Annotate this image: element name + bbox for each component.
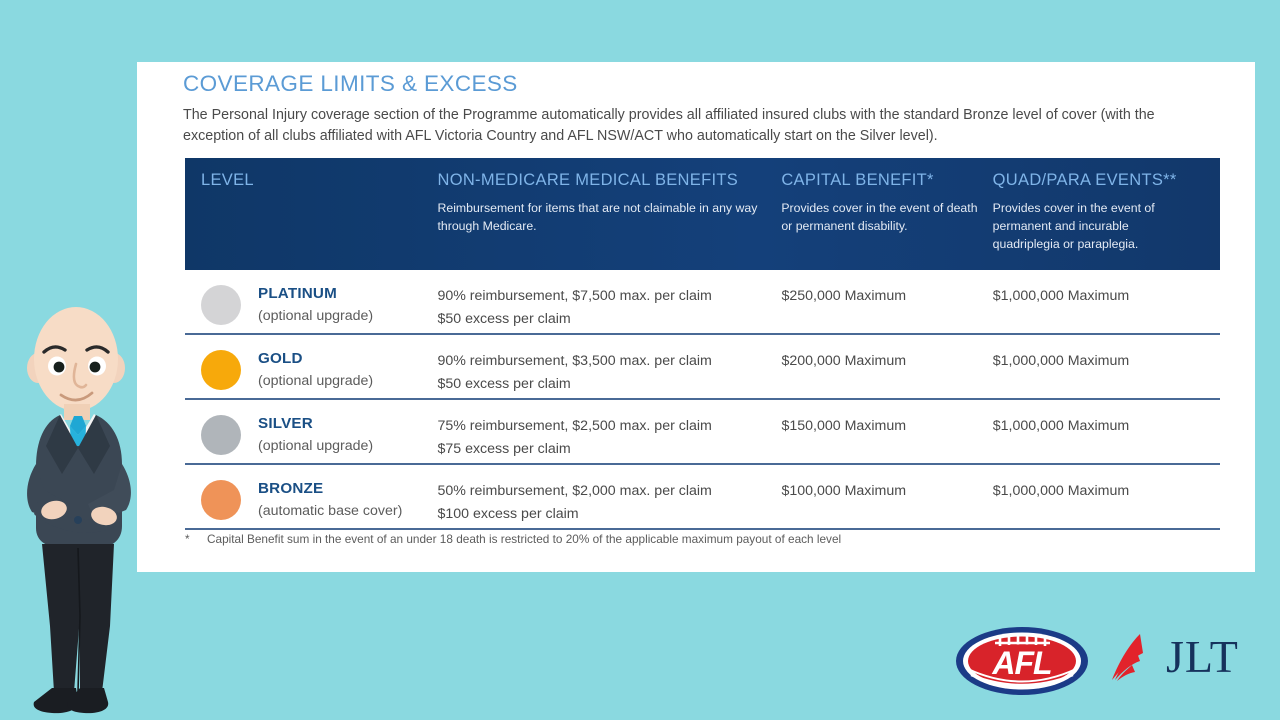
- level-cell: [201, 284, 437, 327]
- level-color-dot: [201, 480, 241, 520]
- presenter-character-illustration: [8, 296, 148, 720]
- column-header-level-title: LEVEL: [201, 171, 254, 189]
- medical-line-1: 75% reimbursement, $2,500 max. per claim: [437, 418, 712, 434]
- content-card: [137, 62, 1255, 572]
- table-row: [185, 465, 1220, 530]
- level-name: BRONZE: [258, 480, 324, 497]
- level-note: (optional upgrade): [258, 373, 374, 389]
- logo-group: [955, 620, 1255, 700]
- svg-text:AFL: AFL: [992, 645, 1052, 681]
- level-note: (optional upgrade): [258, 438, 374, 454]
- column-header-level: [201, 170, 437, 270]
- medical-benefit-cell: [437, 284, 781, 331]
- column-header-capital-title: CAPITAL BENEFIT*: [781, 171, 934, 189]
- medical-benefit-cell: [437, 414, 781, 461]
- afl-logo: [955, 625, 1090, 702]
- level-cell: [201, 414, 437, 457]
- medical-benefit-cell: [437, 349, 781, 396]
- column-header-quad-title: QUAD/PARA EVENTS**: [992, 171, 1177, 189]
- jlt-logo: [1110, 632, 1239, 682]
- capital-benefit-cell: $150,000 Maximum: [781, 418, 907, 434]
- quad-para-cell: $1,000,000 Maximum: [992, 353, 1130, 369]
- level-name: GOLD: [258, 350, 303, 367]
- level-cell: [201, 349, 437, 392]
- table-header-row: [185, 158, 1220, 270]
- quad-para-cell: $1,000,000 Maximum: [992, 288, 1130, 304]
- level-color-dot: [201, 350, 241, 390]
- medical-line-2: $75 excess per claim: [437, 441, 571, 457]
- table-row: [185, 270, 1220, 335]
- level-name: PLATINUM: [258, 285, 337, 302]
- quad-para-cell: $1,000,000 Maximum: [992, 483, 1130, 499]
- footnote-text: Capital Benefit sum in the event of an under 18 death is restricted to 20% of the applicable maximum payout of each level: [207, 532, 842, 546]
- medical-benefit-cell: [437, 479, 781, 526]
- level-cell: [201, 479, 437, 522]
- capital-benefit-cell: $200,000 Maximum: [781, 353, 907, 369]
- jlt-swoosh-icon: [1110, 632, 1162, 682]
- medical-line-1: 90% reimbursement, $7,500 max. per claim: [437, 288, 712, 304]
- column-header-capital-benefit: [781, 170, 992, 270]
- column-header-medical-title: NON-MEDICARE MEDICAL BENEFITS: [437, 171, 739, 189]
- page-title: COVERAGE LIMITS & EXCESS: [183, 71, 518, 96]
- medical-line-2: $50 excess per claim: [437, 311, 571, 327]
- jlt-wordmark: JLT: [1166, 631, 1239, 682]
- level-name: SILVER: [258, 415, 313, 432]
- medical-line-1: 50% reimbursement, $2,000 max. per claim: [437, 483, 712, 499]
- medical-line-1: 90% reimbursement, $3,500 max. per claim: [437, 353, 712, 369]
- footnote: [185, 531, 841, 547]
- medical-line-2: $100 excess per claim: [437, 506, 579, 522]
- medical-line-2: $50 excess per claim: [437, 376, 571, 392]
- coverage-limits-table: [185, 158, 1220, 530]
- level-color-dot: [201, 415, 241, 455]
- level-note: (optional upgrade): [258, 308, 374, 324]
- column-header-capital-sub: Provides cover in the event of death or permanent disability.: [781, 201, 978, 233]
- table-row: [185, 335, 1220, 400]
- column-header-quad-sub: Provides cover in the event of permanent and incurable quadriplegia or paraplegia.: [992, 201, 1155, 251]
- quad-para-cell: $1,000,000 Maximum: [992, 418, 1130, 434]
- column-header-non-medicare-medical-benefits: [437, 170, 781, 270]
- level-color-dot: [201, 285, 241, 325]
- column-header-quad-para-events: [993, 170, 1204, 270]
- level-note: (automatic base cover): [258, 503, 403, 519]
- intro-paragraph: The Personal Injury coverage section of the Programme automatically provides all affiliated insured clubs with the standard Bronze level of cover (with the exception of all clubs affiliated with AFL Victoria Country and AFL NSW/ACT who automatically start on the Silver level).: [183, 107, 1155, 144]
- table-row: [185, 400, 1220, 465]
- capital-benefit-cell: $100,000 Maximum: [781, 483, 907, 499]
- footnote-marker: *: [185, 532, 190, 546]
- capital-benefit-cell: $250,000 Maximum: [781, 288, 907, 304]
- column-header-medical-sub: Reimbursement for items that are not claimable in any way through Medicare.: [437, 201, 758, 233]
